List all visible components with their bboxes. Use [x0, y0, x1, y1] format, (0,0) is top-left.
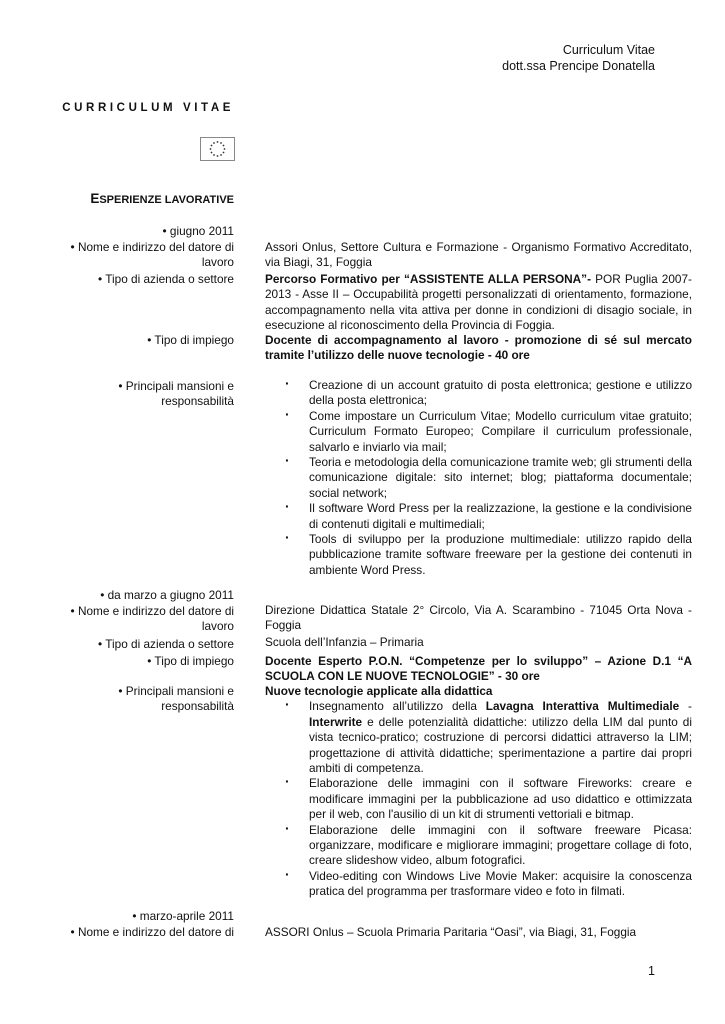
job2-duties-title: Nuove tecnologie applicate alla didattica [265, 684, 493, 698]
list-item: · Elaborazione delle immagini con il software freeware Picasa: organizzare, modificare e migliorare immagini; progettare collage di foto, creare slideshow video, album fotografici. [265, 823, 692, 869]
job1-employer-label: • Nome e indirizzo del datore di lavoro [70, 240, 234, 270]
cv-title: CURRICULUM VITAE [62, 102, 234, 114]
job2-employer-label: • Nome e indirizzo del datore di lavoro [70, 604, 234, 634]
job2-duties-label: • Principali mansioni e responsabilità [118, 684, 234, 714]
job1-sector-course: Percorso Formativo per “ASSISTENTE ALLA PERSONA”- [265, 272, 591, 286]
job2-employer: Direzione Didattica Statale 2° Circolo, Via A. Scarambino - 71045 Orta Nova - Foggia [265, 603, 692, 633]
job1-sector-label: • Tipo di azienda o settore [98, 272, 234, 286]
lim-text-2: e delle potenzialità didattiche: utilizzo della LIM dal punto di vista tecnico-pratico; costruzione di percorsi didattici attraverso la LIM; progettazione di attività didattiche; sperimentazione a partire dai propri ambiti di competenza. [309, 714, 692, 776]
job2-duties-list [265, 699, 692, 899]
job3-employer: ASSORI Onlus – Scuola Primaria Paritaria “Oasi”, via Biagi, 31, Foggia [265, 925, 637, 939]
section-title-rest: SPERIENZE LAVORATIVE [99, 194, 234, 206]
job2-sector: Scuola dell’Infanzia – Primaria [265, 635, 424, 649]
job1-job-label: • Tipo di impiego [147, 333, 234, 347]
list-item: · Creazione di un account gratuito di posta elettronica; gestione e utilizzo della posta elettronica; [265, 378, 692, 409]
list-item: · Teoria e metodologia della comunicazione tramite web; gli strumenti della comunicazione digitale: sito internet; blog; piattaforma documentale; social network; [265, 455, 692, 501]
job2-job-label: • Tipo di impiego [147, 654, 234, 668]
section-title-initial: E [90, 191, 100, 206]
lim-text-1: Insegnamento all’utilizzo della [309, 699, 486, 714]
lim-separator: - [679, 699, 692, 714]
job1-duties [265, 378, 692, 578]
job1-sector-details: POR Puglia 2007-2013 - Asse II – Occupabilità progetti personalizzati di orientamento, formazione, accompagnamento nella vita attiva per donne in condizioni di disagio sociale, in esecuzione al riconoscimento della Provincia di Foggia. [265, 272, 692, 333]
job1-duties-label: • Principali mansioni e responsabilità [118, 379, 234, 409]
lim-name: Lavagna Interattiva Multimediale [485, 699, 680, 714]
list-item: · Elaborazione delle immagini con il software Fireworks: creare e modificare immagini per la pubblicazione ad uso didattico e ottimizzata per il web, con l'ausilio di un kit di strumenti vettoriali e bitmap. [265, 776, 692, 822]
job1-sector [265, 272, 692, 334]
job2-job: Docente Esperto P.O.N. “Competenze per lo sviluppo” – Azione D.1 “A SCUOLA CON LE NUOVE TECNOLOGIE” - 30 ore [265, 654, 692, 684]
list-item: · Video-editing con Windows Live Movie Maker: acquisire la conoscenza pratica del programma per trasformare video e foto in filmati. [265, 869, 692, 900]
job3-date: • marzo-aprile 2011 [132, 909, 234, 923]
section-title [90, 191, 234, 206]
list-item: · Il software Word Press per la realizzazione, la gestione e la condivisione di contenuti digitali e multimediali; [265, 501, 692, 532]
page-header [502, 42, 655, 74]
job1-date: • giugno 2011 [162, 224, 234, 238]
job1-employer: Assori Onlus, Settore Cultura e Formazione - Organismo Formativo Accreditato, via Biagi, 31, Foggia [265, 240, 692, 270]
page-number: 1 [648, 964, 655, 978]
header-title: Curriculum Vitae [562, 43, 655, 57]
job2-sector-label: • Tipo di azienda o settore [98, 637, 234, 651]
eu-flag-icon [200, 137, 235, 161]
job3-employer-label: • Nome e indirizzo del datore di [70, 925, 234, 939]
header-author: dott.ssa Prencipe Donatella [502, 59, 655, 73]
job1-duties-list [265, 378, 692, 578]
list-item: · Come impostare un Curriculum Vitae; Modello curriculum vitae gratuito; Curriculum Formato Europeo; Compilare il curriculum professionale, salvarlo e inviarlo via mail; [265, 409, 692, 455]
job2-duties [265, 684, 692, 900]
job1-job: Docente di accompagnamento al lavoro - promozione di sé sul mercato tramite l’utilizzo delle nuove tecnologie - 40 ore [265, 333, 692, 363]
job2-date: • da marzo a giugno 2011 [100, 588, 234, 602]
list-item: · Tools di sviluppo per la produzione multimediale: utilizzo rapido della pubblicazione tramite software freeware per la gestione dei contenuti in ambiente Word Press. [265, 532, 692, 578]
interwrite-name: Interwrite [309, 714, 363, 729]
list-item [265, 699, 692, 776]
